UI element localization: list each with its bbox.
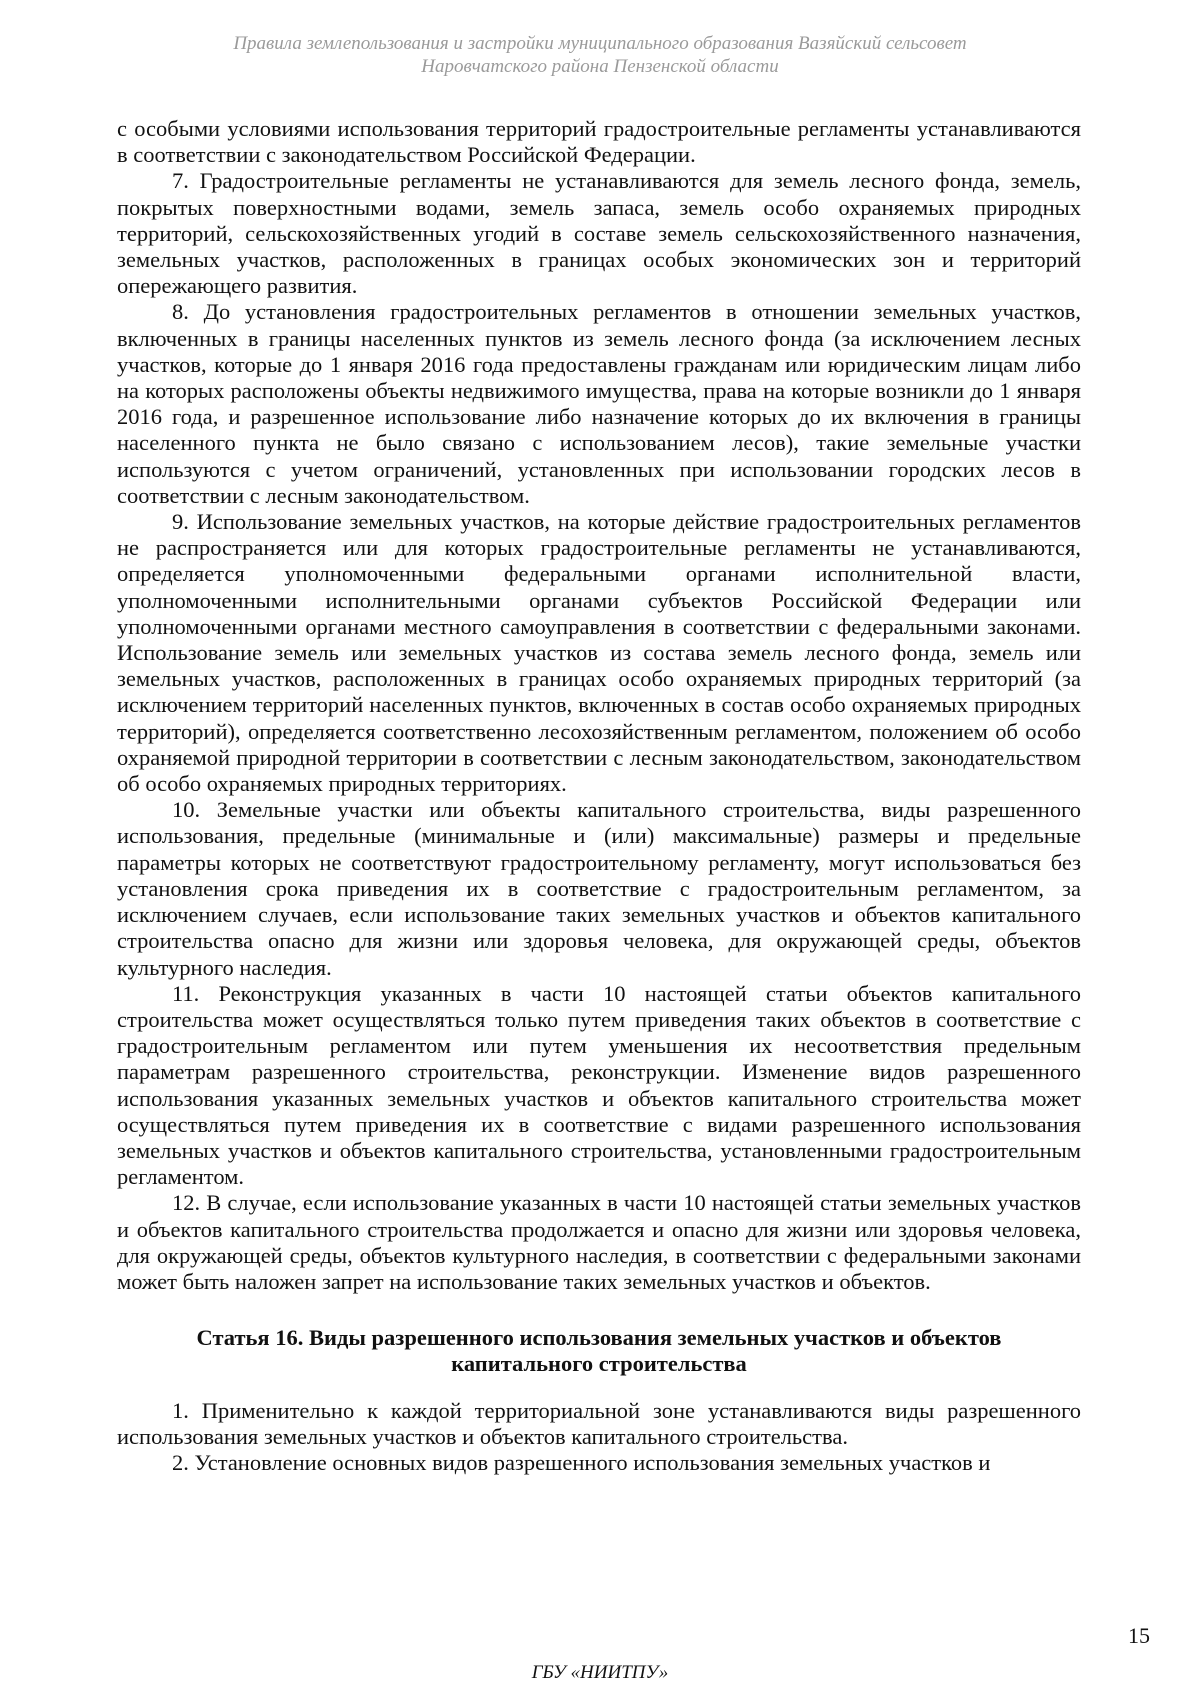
header-line-2: Наровчатского района Пензенской области	[421, 56, 779, 77]
document-body	[117, 116, 1081, 1476]
article-16-heading: Статья 16. Виды разрешенного использования земельных участков и объектов капитального строительства	[196, 1325, 1002, 1377]
header-line-1: Правила землепользования и застройки муниципального образования Вазяйский сельсовет	[233, 33, 967, 54]
paragraph-9: 9. Использование земельных участков, на которые действие градостроительных регламентов не распространяется или для которых градостроительные регламенты не устанавливаются, определяется уполномоченными федеральными органами исполнительной власти, уполномоченными исполнительными органами субъектов Российской Федерации или уполномоченными органами местного самоуправления в соответствии с федеральными законами. Использование земель или земельных участков из состава земель лесного фонда, земель или земельных участков, расположенных в границах особо охраняемых природных территорий (за исключением территорий населенных пунктов, включенных в состав особо охраняемых природных территорий), определяется соответственно лесохозяйственным регламентом, положением об особо охраняемой природной территории в соответствии с лесным законодательством, законодательством об особо охраняемых природных территориях.	[117, 509, 1081, 797]
article-16-paragraph-2: 2. Установление основных видов разрешенного использования земельных участков и	[172, 1449, 991, 1475]
paragraph-8: 8. До установления градостроительных регламентов в отношении земельных участков, включенных в границы населенных пунктов из земель лесного фонда (за исключением лесных участков, которые до 1 января 2016 года предоставлены гражданам или юридическим лицам либо на которых расположены объекты недвижимого имущества, права на которые возникли до 1 января 2016 года, и разрешенное использование либо назначение которых до их включения в границы населенного пункта не было связано с использованием лесов), такие земельные участки используются с учетом ограничений, установленных при использовании городских лесов в соответствии с лесным законодательством.	[117, 299, 1081, 508]
page-number: 15	[1128, 1623, 1150, 1648]
paragraph-11: 11. Реконструкция указанных в части 10 настоящей статьи объектов капитального строительства может осуществляться только путем приведения таких объектов в соответствие с градостроительным регламентом или путем уменьшения их несоответствия предельным параметрам разрешенного строительства, реконструкции. Изменение видов разрешенного использования указанных земельных участков и объектов капитального строительства может осуществляться путем приведения их в соответствие с видами разрешенного использования земельных участков и объектов капитального строительства, установленными градостроительным регламентом.	[117, 980, 1081, 1190]
paragraph-10: 10. Земельные участки или объекты капитального строительства, виды разрешенного использования, предельные (минимальные и (или) максимальные) размеры и предельные параметры которых не соответствуют градостроительному регламенту, могут использоваться без установления срока приведения их в соответствие с градостроительным регламентом, за исключением случаев, если использование таких земельных участков и объектов капитального строительства опасно для жизни или здоровья человека, для окружающей среды, объектов культурного наследия.	[117, 797, 1081, 980]
paragraph-12: 12. В случае, если использование указанных в части 10 настоящей статьи земельных участков и объектов капитального строительства продолжается и опасно для жизни или здоровья человека, для окружающей среды, объектов культурного наследия, в соответствии с федеральными законами может быть наложен запрет на использование таких земельных участков и объектов.	[117, 1190, 1081, 1294]
running-footer: ГБУ «НИИТПУ»	[531, 1662, 669, 1683]
paragraph-7: 7. Градостроительные регламенты не устанавливаются для земель лесного фонда, земель, покрытых поверхностными водами, земель запаса, земель особо охраняемых природных территорий, сельскохозяйственных угодий в составе земель сельскохозяйственного назначения, земельных участков, расположенных в границах особых экономических зон и территорий опережающего развития.	[117, 168, 1081, 299]
paragraph-continuation: с особыми условиями использования территорий градостроительные регламенты устанавливаются в соответствии с законодательством Российской Федерации.	[117, 116, 1081, 168]
article-16-paragraph-1: 1. Применительно к каждой территориальной зоне устанавливаются виды разрешенного использования земельных участков и объектов капитального строительства.	[117, 1397, 1081, 1449]
running-header	[0, 32, 1200, 78]
